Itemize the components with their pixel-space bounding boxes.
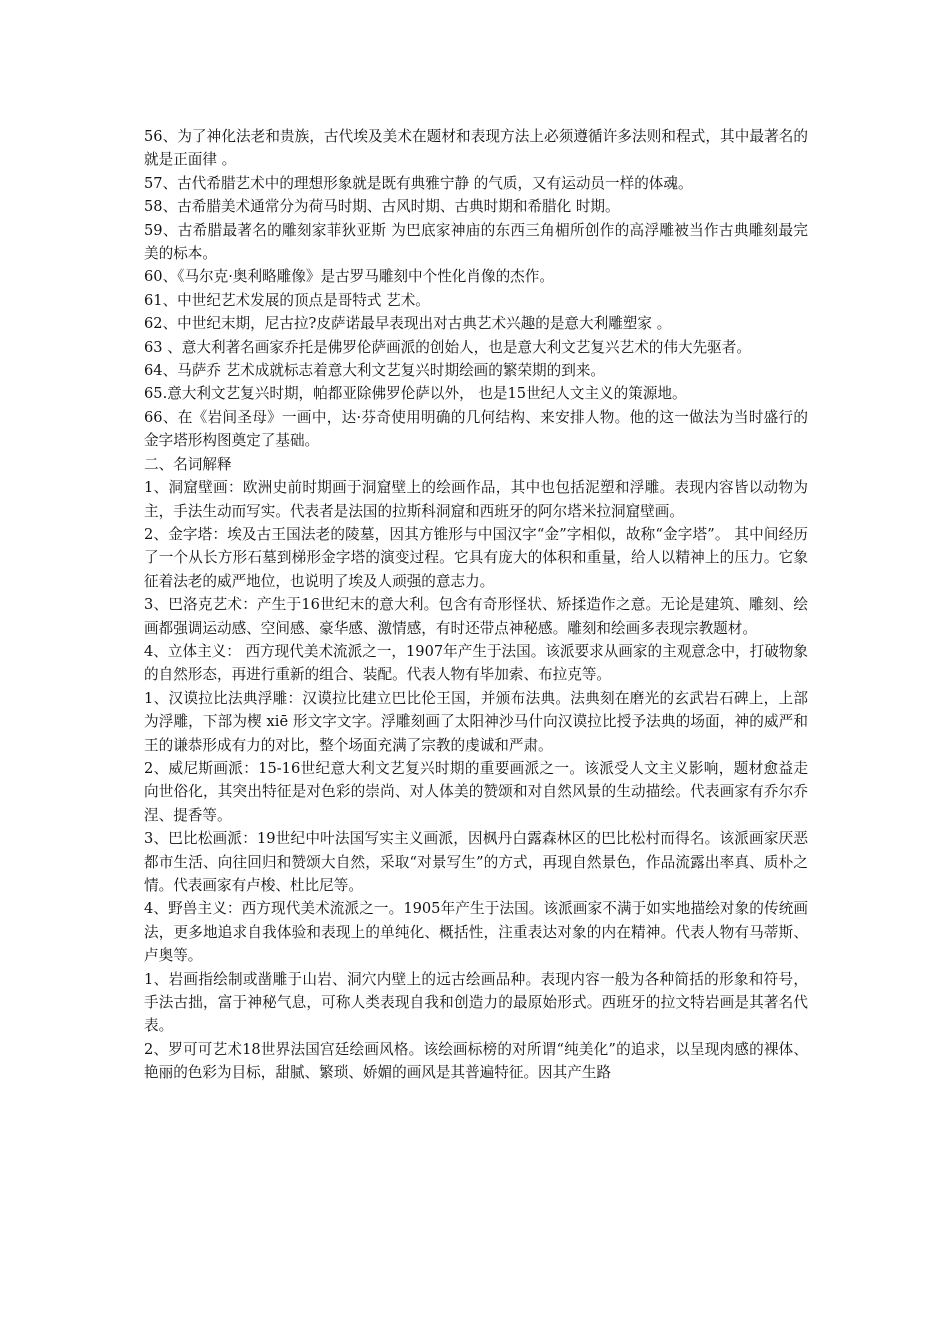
- document-body: [144, 125, 808, 1085]
- term-cave-painting: 1、洞窟壁画：欧洲史前时期画于洞窟壁上的绘画作品，其中也包括泥塑和浮雕。表现内容皆以动物为主，手法生动而写实。代表者是法国的拉斯科洞窟和西班牙的阿尔塔米拉洞窟壁画。: [144, 479, 808, 520]
- section-heading: 二、名词解释: [144, 455, 232, 473]
- paragraph-56: 56、为了神化法老和贵族，古代埃及美术在题材和表现方法上必须遵循许多法则和程式，其中最著名的就是正面律 。: [144, 128, 808, 169]
- paragraph-63: 63 、意大利著名画家乔托是佛罗伦萨画派的创始人，也是意大利文艺复兴艺术的伟大先驱者。: [144, 338, 751, 356]
- term-baroque: 3、巴洛克艺术：产生于16世纪末的意大利。包含有奇形怪状、矫揉造作之意。无论是建筑、雕刻、绘画都强调运动感、空间感、豪华感、激情感，有时还带点神秘感。雕刻和绘画多表现宗教题材。: [144, 596, 808, 637]
- paragraph-57: 57、古代希腊艺术中的理想形象就是既有典雅宁静 的气质，又有运动员一样的体魂。: [144, 174, 693, 192]
- paragraph-66: 66、在《岩间圣母》一画中，达·芬奇使用明确的几何结构、来安排人物。他的这一做法为当时盛行的 金字塔形构图奠定了基础。: [144, 408, 808, 450]
- term-hammurabi-relief: 1、汉谟拉比法典浮雕：汉谟拉比建立巴比伦王国，并颁布法典。法典刻在磨光的玄武岩石碑上，上部为浮雕，下部为楔 xiē 形文字文字。浮雕刻画了太阳神沙马什向汉谟拉比授予法典的场面，神的威严和王的谦恭形成有力的对比，整个场面充满了宗教的虔诚和严肃。: [144, 689, 808, 754]
- term-pyramid: 2、金字塔：埃及古王国法老的陵墓，因其方锥形与中国汉字“金”字相似，故称“金字塔”。 其中间经历了一个从长方形石墓到梯形金字塔的演变过程。它具有庞大的体积和重量，给人以精神上的压力。它象征着法老的威严地位，也说明了埃及人顽强的意志力。: [144, 525, 808, 590]
- term-venetian-school: 2、威尼斯画派：15-16世纪意大利文艺复兴时期的重要画派之一。该派受人文主义影响，题材愈益走向世俗化，其突出特征是对色彩的崇尚、对人体美的赞颂和对自然风景的生动描绘。代表画家有乔尔乔涅、提香等。: [144, 759, 808, 824]
- term-cubism: 4、立体主义： 西方现代美术流派之一，1907年产生于法国。该派要求从画家的主观意念中，打破物象的自然形态，再进行重新的组合、装配。代表人物有毕加索、布拉克等。: [144, 642, 809, 684]
- paragraph-64: 64、马萨乔 艺术成就标志着意大利文艺复兴时期绘画的繁荣期的到来。: [144, 362, 606, 380]
- term-rococo: 2、罗可可艺术18世界法国宫廷绘画风格。该绘画标榜的对所谓“纯美化”的追求，以呈现肉感的裸体、艳丽的色彩为目标，甜腻、繁琐、娇媚的画风是其普遍特征。因其产生路: [144, 1040, 808, 1082]
- paragraph-60: 60、《马尔克·奥利略雕像》是古罗马雕刻中个性化肖像的杰作。: [144, 268, 554, 286]
- term-rock-painting: 1、岩画指绘制或凿雕于山岩、洞穴内壁上的远古绘画品种。表现内容一般为各种简括的形象和符号，手法古拙，富于神秘气息，可称人类表现自我和创造力的最原始形式。西班牙的拉文特岩画是其著名代表。: [144, 970, 808, 1035]
- paragraph-62: 62、中世纪末期，尼古拉?皮萨诺最早表现出对古典艺术兴趣的是意大利雕塑家 。: [144, 315, 672, 333]
- term-barbizon-school: 3、巴比松画派：19世纪中叶法国写实主义画派，因枫丹白露森林区的巴比松村而得名。该派画家厌恶都市生活、向往回归和赞颂大自然，采取“对景写生”的方式，再现自然景色，作品流露出率真、质朴之情。代表画家有卢梭、杜比尼等。: [144, 830, 808, 894]
- term-fauvism: 4、野兽主义：西方现代美术流派之一。1905年产生于法国。该派画家不满于如实地描绘对象的传统画法，更多地追求自我体验和表现上的单纯化、概括性，注重表达对象的内在精神。代表人物有马蒂斯、卢奥等。: [144, 900, 808, 965]
- paragraph-59: 59、古希腊最著名的雕刻家菲狄亚斯 为巴底家神庙的东西三角楣所创作的高浮雕被当作古典雕刻最完美的标本。: [144, 221, 808, 263]
- paragraph-58: 58、古希腊美术通常分为荷马时期、古风时期、古典时期和希腊化 时期。: [144, 198, 620, 216]
- paragraph-65: 65.意大利文艺复兴时期，帕都亚除佛罗伦萨以外， 也是15世纪人文主义的策源地。: [144, 385, 687, 403]
- paragraph-61: 61、中世纪艺术发展的顶点是哥特式 艺术。: [144, 291, 430, 309]
